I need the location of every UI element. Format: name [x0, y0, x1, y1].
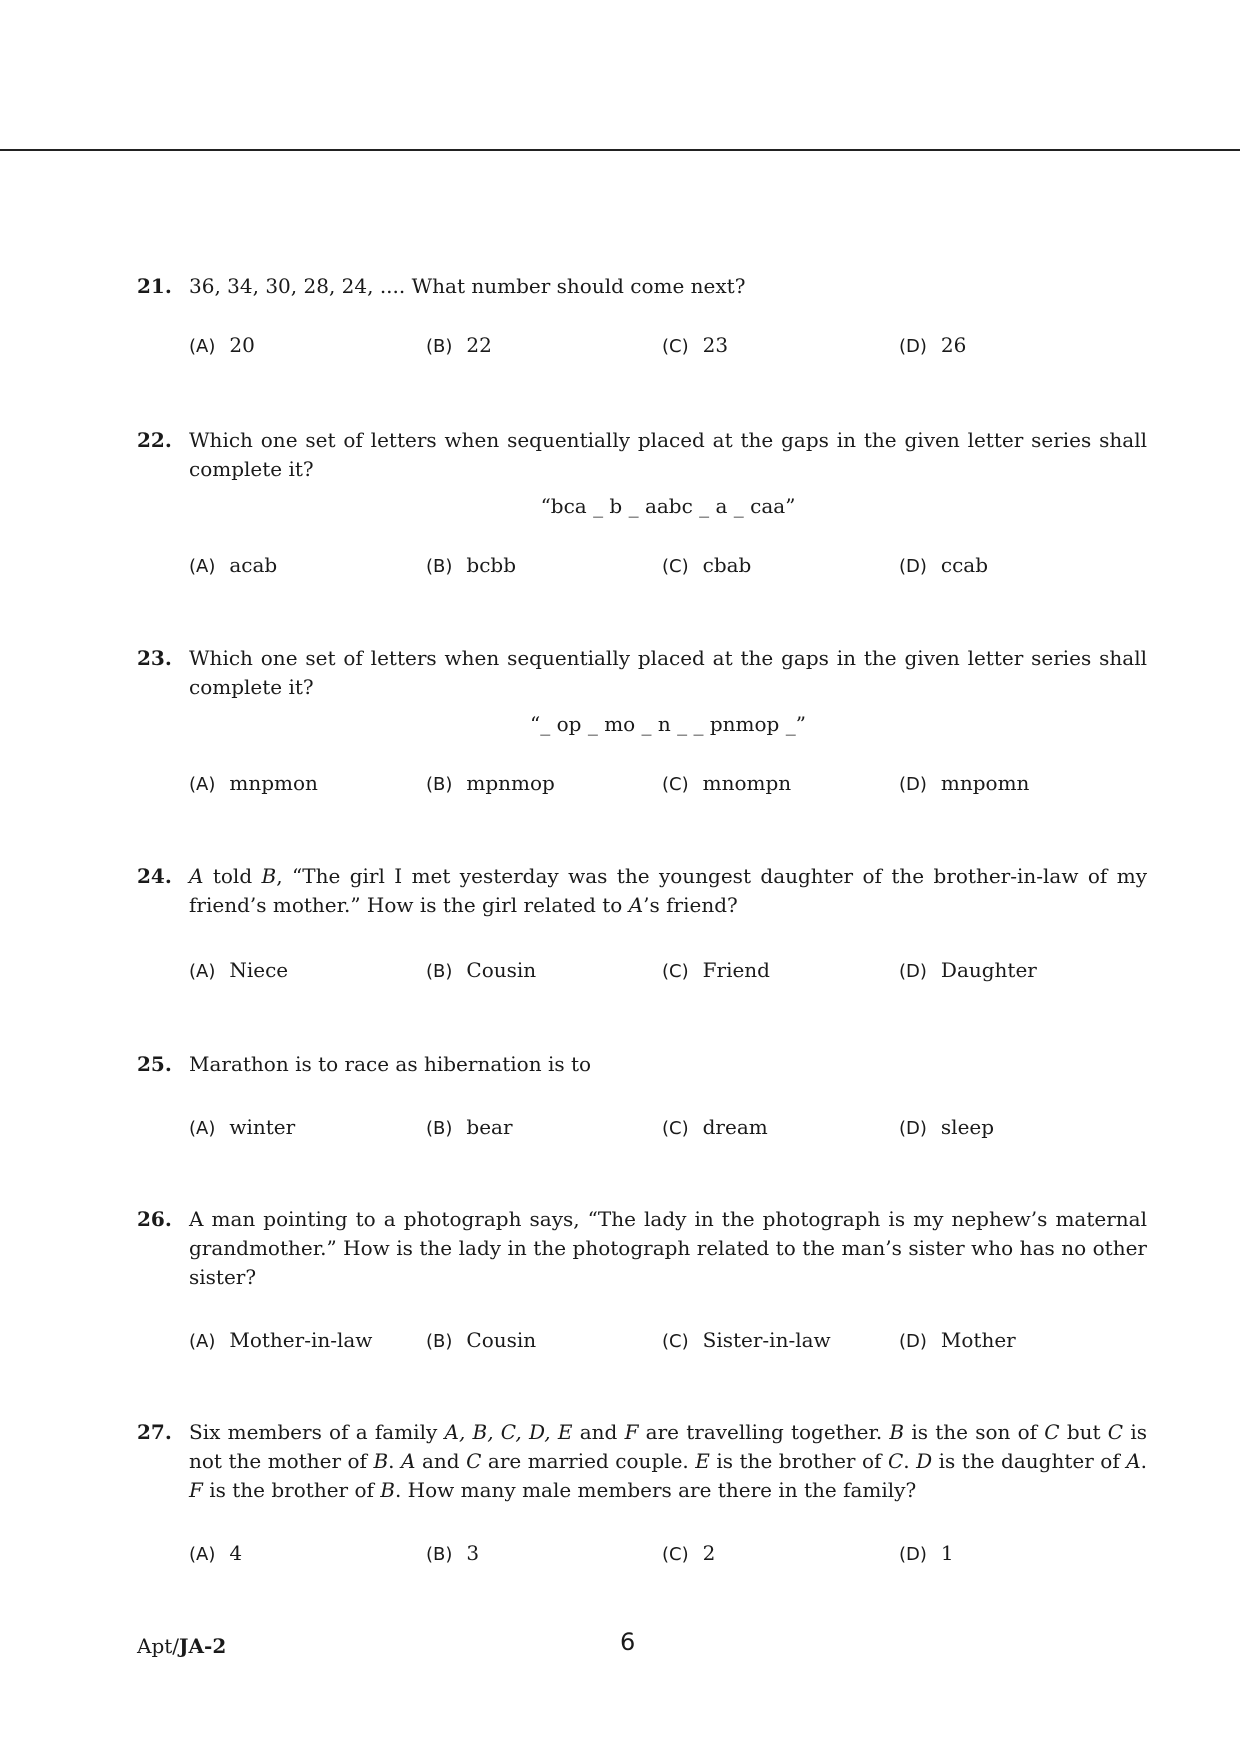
text-part: C [887, 1449, 904, 1473]
option-value: mnpomn [940, 771, 1030, 795]
option-b[interactable] [426, 331, 492, 361]
option-b[interactable] [426, 956, 536, 986]
text-part: is the daughter of [932, 1449, 1127, 1473]
option-label: (D) [899, 774, 927, 795]
option-d[interactable] [899, 1326, 1016, 1356]
text-part: A [401, 1449, 416, 1473]
option-a[interactable] [189, 769, 318, 799]
option-value: 4 [229, 1541, 243, 1565]
option-label: (C) [662, 1544, 689, 1565]
text-part: but [1059, 1420, 1108, 1444]
options-row [189, 1539, 1147, 1569]
option-b[interactable] [426, 1113, 513, 1143]
question-number: 24. [137, 864, 172, 888]
option-label: (B) [426, 961, 453, 982]
option-value: acab [229, 553, 278, 577]
option-c[interactable] [662, 1113, 768, 1143]
option-label: (A) [189, 961, 216, 982]
option-label: (C) [662, 556, 689, 577]
text-part: , “The girl I met yesterday was the youngest daughter of the brother-in-law of my friend’s mother.” How is the girl related to [189, 864, 1147, 917]
option-d[interactable] [899, 551, 988, 581]
option-label: (B) [426, 556, 453, 577]
options-row [189, 331, 1147, 361]
text-part: B [889, 1420, 905, 1444]
option-value: sleep [940, 1115, 995, 1139]
question-text [189, 862, 1147, 920]
option-value: bcbb [466, 553, 517, 577]
option-a[interactable] [189, 956, 288, 986]
text-part: C [1044, 1420, 1060, 1444]
text-part: are travelling together. [638, 1420, 890, 1444]
option-value: mpnmop [466, 771, 555, 795]
text-part: Six members of a family [189, 1420, 445, 1444]
option-a[interactable] [189, 1539, 242, 1569]
text-part: is not the mother of [189, 1420, 1147, 1473]
text-part: . How many male members are there in the family? [394, 1478, 917, 1502]
question-text: Which one set of letters when sequentially placed at the gaps in the given letter series shall complete it? [189, 646, 1147, 699]
option-label: (A) [189, 336, 216, 357]
text-part: A [628, 893, 644, 917]
option-label: (D) [899, 1544, 927, 1565]
text-part: told [203, 864, 262, 888]
options-row [189, 956, 1147, 986]
question-text: A man pointing to a photograph says, “The lady in the photograph is my nephew’s maternal grandmother.” How is the lady in the photograph related to the man’s sister who has no other sister? [189, 1207, 1147, 1289]
text-part: F [189, 1478, 203, 1502]
text-part: . [388, 1449, 402, 1473]
question-22 [137, 426, 1147, 581]
option-label: (B) [426, 774, 453, 795]
option-d[interactable] [899, 1113, 994, 1143]
text-part: is the son of [904, 1420, 1045, 1444]
option-label: (D) [899, 1118, 927, 1139]
option-a[interactable] [189, 551, 277, 581]
text-part: E [695, 1449, 710, 1473]
option-value: Mother-in-law [229, 1328, 373, 1352]
option-b[interactable] [426, 1539, 479, 1569]
question-27 [137, 1418, 1147, 1569]
question-text: 36, 34, 30, 28, 24, .... What number should come next? [189, 274, 746, 298]
question-text: Which one set of letters when sequentially placed at the gaps in the given letter series shall complete it? [189, 428, 1147, 481]
option-value: 2 [702, 1541, 716, 1565]
options-row [189, 1326, 1147, 1356]
option-value: Mother [940, 1328, 1016, 1352]
paper-code-prefix: Apt/ [137, 1634, 180, 1658]
text-part: and [415, 1449, 467, 1473]
question-23 [137, 644, 1147, 799]
option-value: mnpmon [229, 771, 318, 795]
option-value: dream [702, 1115, 768, 1139]
option-d[interactable] [899, 1539, 954, 1569]
option-value: 22 [466, 333, 492, 357]
option-value: 3 [466, 1541, 480, 1565]
text-part: B [373, 1449, 389, 1473]
text-part: C [1107, 1420, 1124, 1444]
text-part: A [1126, 1449, 1141, 1473]
option-label: (B) [426, 1331, 453, 1352]
option-c[interactable] [662, 551, 751, 581]
page-number: 6 [620, 1628, 636, 1656]
options-row [189, 551, 1147, 581]
option-c[interactable] [662, 956, 770, 986]
option-label: (B) [426, 336, 453, 357]
option-label: (A) [189, 1118, 216, 1139]
option-label: (D) [899, 336, 927, 357]
option-c[interactable] [662, 1326, 831, 1356]
letter-series: “bca _ b _ aabc _ a _ caa” [540, 494, 796, 518]
option-label: (C) [662, 1118, 689, 1139]
option-label: (A) [189, 556, 216, 577]
text-part: is the brother of [709, 1449, 888, 1473]
option-label: (D) [899, 961, 927, 982]
option-value: mnompn [702, 771, 792, 795]
option-c[interactable] [662, 1539, 715, 1569]
option-c[interactable] [662, 769, 791, 799]
options-row [189, 1113, 1147, 1143]
option-b[interactable] [426, 1326, 536, 1356]
question-25 [137, 1050, 1147, 1143]
text-part: A [189, 864, 204, 888]
option-value: ccab [940, 553, 989, 577]
paper-code [137, 1634, 226, 1658]
option-b[interactable] [426, 551, 516, 581]
option-label: (C) [662, 774, 689, 795]
option-label: (C) [662, 961, 689, 982]
option-a[interactable] [189, 331, 255, 361]
option-label: (B) [426, 1118, 453, 1139]
option-value: Sister-in-law [702, 1328, 831, 1352]
question-24 [137, 862, 1147, 986]
option-label: (A) [189, 774, 216, 795]
letter-series: “_ op _ mo _ n _ _ pnmop _” [530, 712, 806, 736]
question-number: 21. [137, 274, 172, 298]
option-value: 23 [702, 333, 729, 357]
header-rule [0, 149, 1240, 151]
option-b[interactable] [426, 769, 555, 799]
question-number: 27. [137, 1420, 172, 1444]
text-part: A, B, C, D, E [444, 1420, 573, 1444]
option-value: cbab [702, 553, 752, 577]
text-part: . [903, 1449, 917, 1473]
text-part: are married couple. [481, 1449, 696, 1473]
option-a[interactable] [189, 1113, 295, 1143]
text-part: F [624, 1420, 639, 1444]
text-part: . [1140, 1449, 1148, 1473]
option-value: Friend [702, 958, 770, 982]
option-a[interactable] [189, 1326, 372, 1356]
option-label: (A) [189, 1544, 216, 1565]
option-value: 1 [940, 1541, 954, 1565]
option-value: Niece [229, 958, 289, 982]
question-21 [137, 272, 1147, 361]
option-value: 20 [229, 333, 255, 357]
question-number: 26. [137, 1207, 172, 1231]
question-text: Marathon is to race as hibernation is to [189, 1052, 592, 1076]
option-value: winter [229, 1115, 296, 1139]
text-part: ’s friend? [643, 893, 738, 917]
option-d[interactable] [899, 769, 1029, 799]
option-d[interactable] [899, 331, 966, 361]
option-label: (A) [189, 1331, 216, 1352]
question-number: 25. [137, 1052, 172, 1076]
option-label: (C) [662, 336, 689, 357]
text-part: is the brother of [202, 1478, 381, 1502]
question-number: 23. [137, 646, 172, 670]
option-value: bear [466, 1115, 513, 1139]
question-number: 22. [137, 428, 172, 452]
text-part: B [261, 864, 277, 888]
options-row [189, 769, 1147, 799]
question-text [189, 1418, 1147, 1505]
text-part: D [916, 1449, 933, 1473]
paper-code-bold: JA-2 [179, 1634, 227, 1658]
text-part: B [380, 1478, 395, 1502]
text-part: C [466, 1449, 482, 1473]
option-value: Daughter [940, 958, 1037, 982]
question-26 [137, 1205, 1147, 1356]
option-c[interactable] [662, 331, 728, 361]
option-value: Cousin [466, 1328, 537, 1352]
option-d[interactable] [899, 956, 1037, 986]
option-value: 26 [940, 333, 967, 357]
option-label: (B) [426, 1544, 453, 1565]
option-value: Cousin [466, 958, 537, 982]
option-label: (C) [662, 1331, 689, 1352]
option-label: (D) [899, 556, 927, 577]
text-part: and [572, 1420, 625, 1444]
option-label: (D) [899, 1331, 927, 1352]
